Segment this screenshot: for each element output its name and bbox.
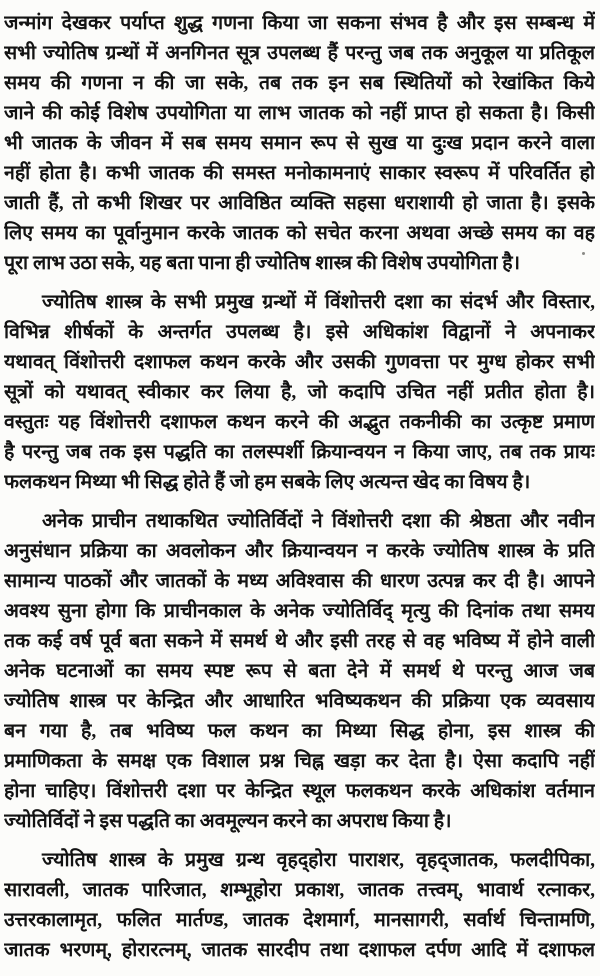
text-line: विभिन्न शीर्षकों के अन्तर्गत उपलब्ध है। इसे अधिकांश विद्वानों ने अपनाकर [4,322,595,343]
text-line: प्रमाणिकता के समक्ष एक विशाल प्रश्न चिह्न खड़ा कर देता है। ऐसा कदापि नहीं [4,751,595,772]
text-line: जन्मांग देखकर पर्याप्त शुद्ध गणना किया जा सकना संभव है और इस सम्बन्ध में [4,13,595,34]
text-line: सारावली, जातक पारिजात, शम्भूहोरा प्रकाश, जातक तत्त्वम्, भावार्थ रत्नाकर, [4,880,595,901]
text-line: जाती हैं, तो कभी शिखर पर आविष्ठित व्यक्ति सहसा धराशायी हो जाता है। इसके [4,193,595,214]
text-line: पूरा लाभ उठा सके, यह बता पाना ही ज्योतिष शास्त्र की विशेष उपयोगिता है। [4,253,521,274]
text-line: नहीं होता है। कभी जातक की समस्त मनोकामनाएं साकार स्वरूप में परिवर्तित हो [4,163,595,184]
text-line: जातक भरणम्, होरारत्नम्, जातक सारदीप तथा दशाफल दर्पण आदि में दशाफल [4,940,595,961]
text-line: सभी ज्योतिष ग्रन्थों में अनगिनत सूत्र उपलब्ध हैं परन्तु जब तक अनुकूल या प्रतिकूल [4,43,595,64]
text-line: तक कई वर्ष पूर्व बता सकने में समर्थ थे और इसी तरह से वह भविष्य में होने वाली [4,631,595,652]
text-line: यथावत् विंशोत्तरी दशाफल कथन करके और उसकी गुणवत्ता पर मुग्ध होकर सभी [4,352,595,373]
text-line: है परन्तु जब तक इस पद्धति का तलस्पर्शी क्रियान्वयन न किया जाए, तब तक प्रायः [4,442,595,463]
text-line: फलकथन मिथ्या भी सिद्ध होते हैं जो हम सबके लिए अत्यन्त खेद का विषय है। [4,472,531,493]
paragraph-4 [4,846,595,966]
text-line: ज्योतिष शास्त्र के सभी प्रमुख ग्रन्थों में विंशोत्तरी दशा का संदर्भ और विस्तार, [42,292,595,313]
text-line: जाने की कोई विशेष उपयोगिता या लाभ जातक को नहीं प्राप्त हो सकता है। किसी [4,103,595,124]
scan-speck [582,252,585,255]
text-line: सामान्य पाठकों और जातकों के मध्य अविश्वास की धारण उत्पन्न कर दी है। आपने [4,571,595,592]
text-line: अनेक प्राचीन तथाकथित ज्योतिर्विदों ने विंशोत्तरी दशा की श्रेष्ठता और नवीन [42,511,595,532]
text-line: भी जातक के जीवन में सब समय समान रूप से सुख या दुःख प्रदान करने वाला [4,133,595,154]
text-line: बन गया है, तब भविष्य फल कथन का मिथ्या सिद्ध होना, इस शास्त्र की [4,721,595,742]
text-line: ज्योतिष शास्त्र के प्रमुख ग्रन्थ वृहद्होरा पाराशर, वृहद्जातक, फलदीपिका, [42,850,595,871]
text-line: अनेक घटनाओं का समय स्पष्ट रूप से बता देने में समर्थ थे परन्तु आज जब [4,661,595,682]
text-line: ज्योतिष शास्त्र पर केन्द्रित और आधारित भविष्यकथन की प्रक्रिया एक व्यवसाय [4,691,595,712]
text-line: लिए समय का पूर्वानुमान करके जातक को सचेत करना अथवा अच्छे समय का वह [4,223,595,244]
text-line: वस्तुतः यह विंशोत्तरी दशाफल कथन करने की अद्भुत तकनीकी का उत्कृष्ट प्रमाण [4,412,595,433]
text-line: सूत्रों को यथावत् स्वीकार कर लिया है, जो कदापि उचित नहीं प्रतीत होता है। [4,382,595,403]
text-line: उत्तरकालामृत, फलित मार्तण्ड, जातक देशमार्ग, मानसागरी, सर्वार्थ चिन्तामणि, [4,910,595,931]
paragraph-3 [4,507,595,837]
text-line: ज्योतिर्विदों ने इस पद्धति का अवमूल्यन करने का अपराध किया है। [4,811,452,832]
text-line: समय की गणना न की जा सके, तब तक इन सब स्थितियों को रेखांकित किये [4,73,595,94]
text-line: अवश्य सुना होगा कि प्राचीनकाल के अनेक ज्योतिर्विद् मृत्यु की दिनांक तथा समय [4,601,595,622]
paragraph-1 [4,9,595,279]
text-line: होना चाहिए। विंशोत्तरी दशा पर केन्द्रित स्थूल फलकथन करके अधिकांश वर्तमान [4,781,595,802]
text-line: अनुसंधान प्रक्रिया का अवलोकन और क्रियान्वयन न करके ज्योतिष शास्त्र के प्रति [4,541,595,562]
paragraph-2 [4,288,595,498]
